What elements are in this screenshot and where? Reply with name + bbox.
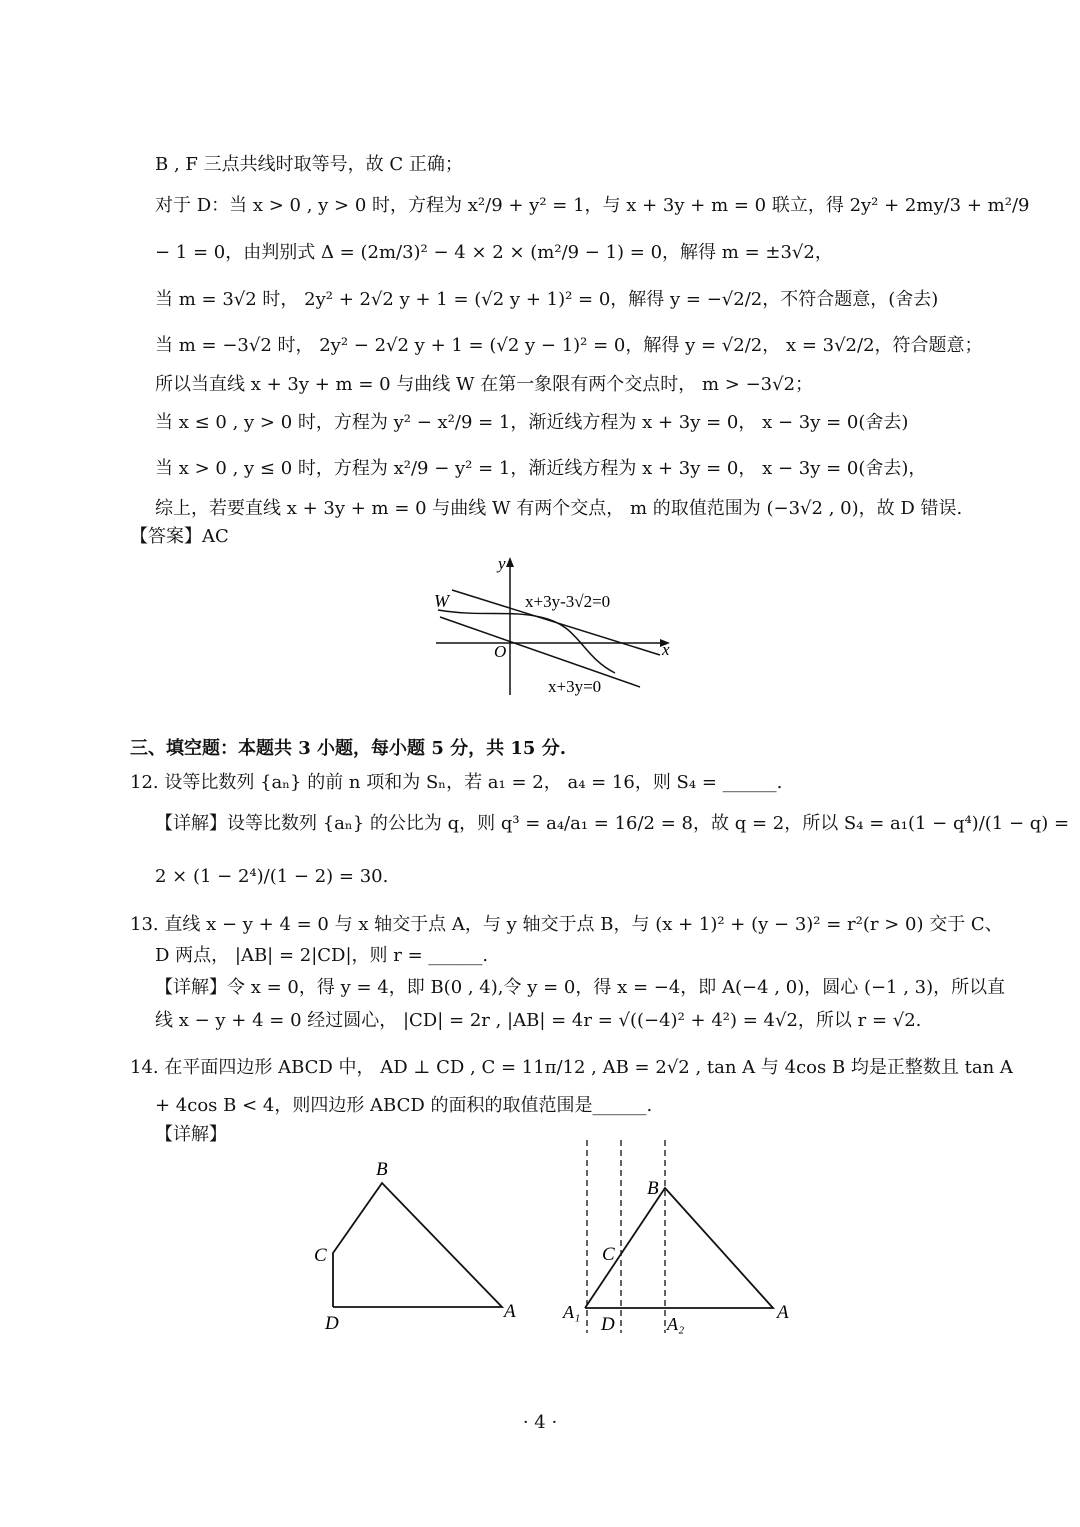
label-c-right: C (602, 1244, 615, 1265)
curve-w (438, 610, 615, 673)
quadrilateral-figure-left (310, 1155, 530, 1335)
quad-abcd (333, 1183, 502, 1307)
q13-detail-2: 线 x − y + 4 = 0 经过圆心， |CD| = 2r , |AB| = 4r = √((−4)² + 4²) = 4√2，所以 r = √2. (155, 1010, 922, 1031)
text-line-9: 综上，若要直线 x + 3y + m = 0 与曲线 W 有两个交点， m 的取值范围为 (−3√2 , 0)，故 D 错误. (155, 498, 963, 519)
q14-question-1: 14. 在平面四边形 ABCD 中， AD ⊥ CD , C = 11π/12 , AB = 2√2 , tan A 与 4cos B 均是正整数且 tan A (130, 1057, 1013, 1078)
text-line-1: B , F 三点共线时取等号，故 C 正确； (155, 154, 463, 175)
q12-detail-2: 2 × (1 − 2⁴)/(1 − 2) = 30. (155, 866, 389, 887)
triangle-figure-right (555, 1138, 805, 1338)
x-label: x (662, 640, 670, 659)
label-a-right: A (777, 1302, 789, 1323)
text-line-8: 当 x > 0 , y ≤ 0 时，方程为 x²/9 − y² = 1，渐近线方程为 x + 3y = 0， x − 3y = 0(舍去)， (155, 458, 927, 479)
q13-detail-1: 【详解】令 x = 0，得 y = 4，即 B(0 , 4),令 y = 0，得 x = −4，即 A(−4 , 0)，圆心 (−1 , 3)，所以直 (155, 977, 1006, 998)
label-b-right: B (647, 1178, 659, 1199)
w-label: W (434, 591, 449, 611)
q13-question-1: 13. 直线 x − y + 4 = 0 与 x 轴交于点 A，与 y 轴交于点 B，与 (x + 1)² + (y − 3)² = r²(r > 0) 交于 C、 (130, 914, 1003, 935)
label-b: B (376, 1159, 388, 1180)
q14-detail: 【详解】 (155, 1124, 227, 1145)
section-title: 三、填空题：本题共 3 小题，每小题 5 分，共 15 分. (130, 738, 566, 759)
q13-question-2: D 两点， |AB| = 2|CD|，则 r = ______. (155, 945, 489, 966)
text-line-3: − 1 = 0，由判别式 Δ = (2m/3)² − 4 × 2 × (m²/9 − 1) = 0，解得 m = ±3√2， (155, 242, 833, 263)
label-d: D (325, 1313, 339, 1334)
q12-detail-1: 【详解】设等比数列 {aₙ} 的公比为 q，则 q³ = a₄/a₁ = 16/2 = 8，故 q = 2，所以 S₄ = a₁(1 − q⁴)/(1 − q) = (155, 813, 1070, 834)
origin-label: O (494, 642, 507, 661)
label-a1: A₁ (563, 1302, 581, 1322)
y-label: y (498, 555, 506, 573)
label-c: C (314, 1245, 327, 1266)
text-line-6: 所以当直线 x + 3y + m = 0 与曲线 W 在第一象限有两个交点时， m > −3√2； (155, 374, 814, 395)
line-bottom (440, 617, 640, 687)
text-line-5: 当 m = −3√2 时， 2y² − 2√2 y + 1 = (√2 y − 1)² = 0，解得 y = √2/2， x = 3√2/2，符合题意； (155, 335, 983, 356)
q14-question-2: + 4cos B < 4，则四边形 ABCD 的面积的取值范围是______. (155, 1095, 653, 1116)
q12-question: 12. 设等比数列 {aₙ} 的前 n 项和为 Sₙ，若 a₁ = 2， a₄ = 16，则 S₄ = ______. (130, 772, 783, 793)
curve-graph (430, 555, 680, 700)
label-a2: A₂ (667, 1314, 685, 1334)
text-line-2: 对于 D：当 x > 0 , y > 0 时，方程为 x²/9 + y² = 1，与 x + 3y + m = 0 联立，得 2y² + 2my/3 + m²/9 (155, 195, 1030, 216)
label-a: A (504, 1301, 516, 1322)
text-line-4: 当 m = 3√2 时， 2y² + 2√2 y + 1 = (√2 y + 1)² = 0，解得 y = −√2/2，不符合题意，(舍去) (155, 289, 939, 310)
text-line-7: 当 x ≤ 0 , y > 0 时，方程为 y² − x²/9 = 1，渐近线方程为 x + 3y = 0， x − 3y = 0(舍去) (155, 412, 909, 433)
label-d-right: D (601, 1314, 615, 1335)
line-bottom-label: x+3y=0 (548, 677, 602, 696)
answer-line: 【答案】AC (130, 526, 229, 547)
page-number: · 4 · (522, 1412, 558, 1433)
y-arrow-icon (506, 557, 514, 567)
line-top-label: x+3y-3√2=0 (525, 592, 611, 611)
